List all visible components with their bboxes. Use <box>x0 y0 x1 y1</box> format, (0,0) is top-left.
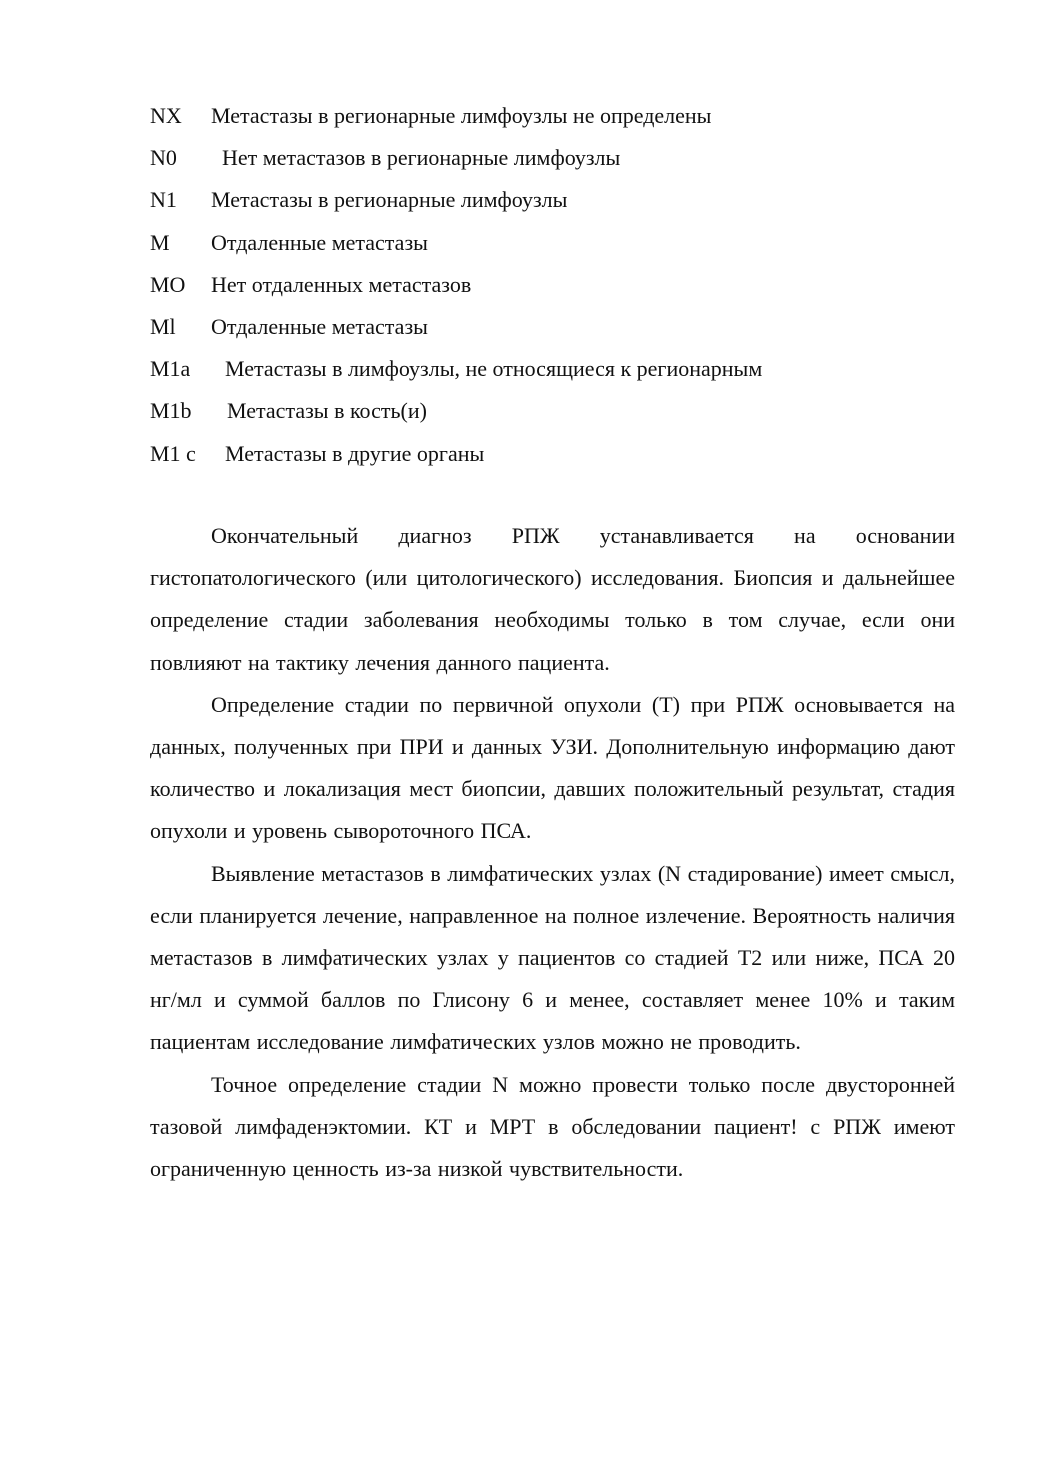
definition-text: Отдаленные метастазы <box>211 313 428 339</box>
definition-code: Ml <box>150 313 176 339</box>
definition-row-ml <box>150 306 970 348</box>
definition-row-m1c <box>150 433 970 475</box>
definition-row-m <box>150 222 970 264</box>
definition-row-mo <box>150 264 970 306</box>
definition-row-m1b <box>150 390 970 432</box>
definition-code: M1b <box>150 398 192 424</box>
staging-definitions-list <box>150 95 970 475</box>
body-text <box>150 515 955 1190</box>
definition-row-m1a <box>150 348 970 390</box>
definition-row-n0 <box>150 137 970 179</box>
definition-code: NX <box>150 103 182 128</box>
definition-code: N1 <box>150 187 177 213</box>
definition-text: Метастазы в кость(и) <box>227 398 427 424</box>
definition-row-n1 <box>150 179 970 221</box>
paragraph-t-staging: Определение стадии по первичной опухоли (Т) при РПЖ основывается на данных, полученных при ПРИ и данных УЗИ. Дополнительную информацию дают количество и локализация мест биопсии, давших положительный результат, стадия опухоли и уровень сывороточного ПСА. <box>150 691 955 844</box>
definition-code: N0 <box>150 145 177 171</box>
definition-text: Отдаленные метастазы <box>211 229 428 255</box>
definition-code: M1a <box>150 356 191 382</box>
definition-text: Нет метастазов в регионарные лимфоузлы <box>222 145 621 171</box>
paragraph-n-staging: Выявление метастазов в лимфатических узлах (N стадирование) имеет смысл, если планируется лечение, направленное на полное излечение. Вероятность наличия метастазов в лимфатических узлах у пациентов со стадией Т2 или ниже, ПСА 20 нг/мл и суммой баллов по Глисону 6 и менее, составляет менее 10% и таким пациентам исследование лимфатических узлов можно не проводить. <box>150 860 956 1055</box>
definition-row-nx <box>150 95 970 137</box>
definition-text: Метастазы в регионарные лимфоузлы <box>211 187 568 213</box>
definition-text: Метастазы в лимфоузлы, не относящиеся к регионарным <box>225 356 763 382</box>
definition-text: Нет отдаленных метастазов <box>211 271 472 297</box>
definition-text: Метастазы в регионарные лимфоузлы не определены <box>211 103 712 128</box>
definition-code: M1 c <box>150 440 196 466</box>
definition-text: Метастазы в другие органы <box>225 440 485 466</box>
paragraph-diagnosis: Окончательный диагноз РПЖ устанавливается на основании гистопатологического (или цитологического) исследования. Биопсия и дальнейшее определение стадии заболевания необходимы только в том случае, если они повлияют на тактику лечения данного пациента. <box>150 523 955 675</box>
paragraph-lymphadenectomy: Точное определение стадии N можно провести только после двусторонней тазовой лимфаденэктомии. КТ и МРТ в обследовании пациент! с РПЖ имеют ограниченную ценность из-за низкой чувствительности. <box>150 1071 955 1182</box>
definition-code: M <box>150 229 170 255</box>
definition-code: MO <box>150 271 186 297</box>
